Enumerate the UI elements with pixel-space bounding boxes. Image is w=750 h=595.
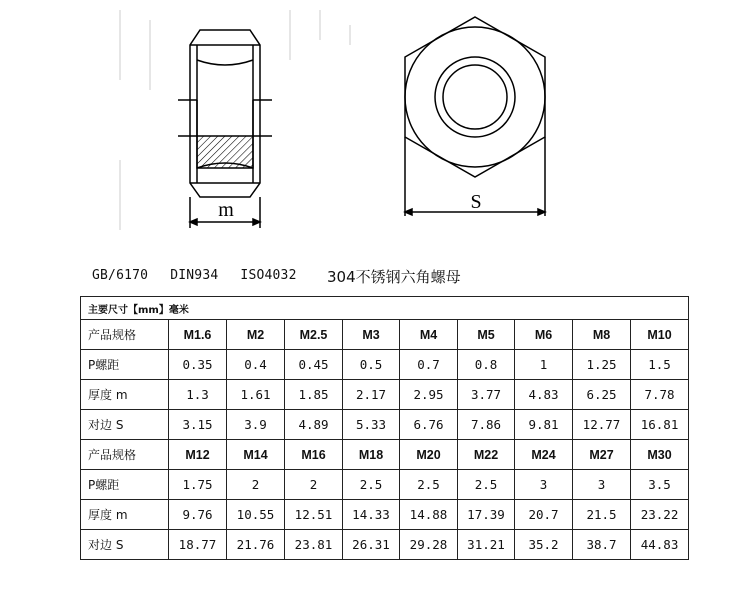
value-cell: 1.3 [169,380,227,410]
row-label: 厚度 m [81,380,169,410]
value-cell: 3 [515,470,573,500]
value-cell: 3 [573,470,631,500]
size-cell: M16 [285,440,343,470]
value-cell: 7.86 [458,410,515,440]
table-row [81,380,689,410]
value-cell: 12.51 [285,500,343,530]
value-cell: 14.33 [343,500,400,530]
size-cell: M2 [227,320,285,350]
standards-line [92,268,311,283]
size-cell: M30 [631,440,689,470]
value-cell: 2 [285,470,343,500]
dimension-m-label: m [218,199,234,221]
size-cell: M8 [573,320,631,350]
value-cell: 18.77 [169,530,227,560]
standard-gb: GB/6170 [92,268,149,283]
value-cell: 23.81 [285,530,343,560]
spec-row-label: 产品规格 [81,440,169,470]
table-row [81,470,689,500]
size-cell: M12 [169,440,227,470]
value-cell: 21.76 [227,530,285,560]
value-cell: 0.35 [169,350,227,380]
value-cell: 21.5 [573,500,631,530]
size-cell: M4 [400,320,458,350]
table-row [81,500,689,530]
size-cell: M3 [343,320,400,350]
row-label: 对边 S [81,530,169,560]
spec-row-label: 产品规格 [81,320,169,350]
spec-size-row [81,440,689,470]
size-cell: M24 [515,440,573,470]
size-cell: M1.6 [169,320,227,350]
size-cell: M14 [227,440,285,470]
spec-size-row [81,320,689,350]
value-cell: 31.21 [458,530,515,560]
value-cell: 3.77 [458,380,515,410]
size-cell: M10 [631,320,689,350]
value-cell: 16.81 [631,410,689,440]
standard-iso: ISO4032 [240,268,297,283]
standard-din: DIN934 [170,268,219,283]
value-cell: 2.5 [343,470,400,500]
value-cell: 1.5 [631,350,689,380]
value-cell: 20.7 [515,500,573,530]
table-row [81,530,689,560]
value-cell: 17.39 [458,500,515,530]
unit-caption: 主要尺寸【mm】毫米 [81,297,689,320]
value-cell: 0.7 [400,350,458,380]
value-cell: 3.9 [227,410,285,440]
value-cell: 2.17 [343,380,400,410]
value-cell: 5.33 [343,410,400,440]
value-cell: 2.95 [400,380,458,410]
value-cell: 0.8 [458,350,515,380]
dimension-s-label: S [470,191,482,213]
product-title: 304不锈钢六角螺母 [327,268,461,286]
value-cell: 1.25 [573,350,631,380]
value-cell: 44.83 [631,530,689,560]
table-row [81,350,689,380]
value-cell: 7.78 [631,380,689,410]
value-cell: 38.7 [573,530,631,560]
size-cell: M18 [343,440,400,470]
value-cell: 2 [227,470,285,500]
value-cell: 4.89 [285,410,343,440]
value-cell: 23.22 [631,500,689,530]
size-cell: M20 [400,440,458,470]
size-cell: M6 [515,320,573,350]
value-cell: 6.76 [400,410,458,440]
value-cell: 1.61 [227,380,285,410]
size-cell: M2.5 [285,320,343,350]
size-cell: M5 [458,320,515,350]
dimension-table [80,296,689,560]
value-cell: 6.25 [573,380,631,410]
value-cell: 9.76 [169,500,227,530]
value-cell: 26.31 [343,530,400,560]
value-cell: 2.5 [458,470,515,500]
value-cell: 3.5 [631,470,689,500]
row-label: 厚度 m [81,500,169,530]
size-cell: M22 [458,440,515,470]
value-cell: 12.77 [573,410,631,440]
value-cell: 2.5 [400,470,458,500]
size-cell: M27 [573,440,631,470]
row-label: P螺距 [81,470,169,500]
table-row [81,410,689,440]
unit-caption-row [81,297,689,320]
row-label: P螺距 [81,350,169,380]
value-cell: 1.85 [285,380,343,410]
value-cell: 10.55 [227,500,285,530]
value-cell: 29.28 [400,530,458,560]
value-cell: 3.15 [169,410,227,440]
value-cell: 0.5 [343,350,400,380]
hex-nut-technical-drawing [0,0,750,260]
nut-front-view [405,17,545,216]
value-cell: 0.45 [285,350,343,380]
value-cell: 35.2 [515,530,573,560]
value-cell: 4.83 [515,380,573,410]
row-label: 对边 S [81,410,169,440]
value-cell: 0.4 [227,350,285,380]
value-cell: 1 [515,350,573,380]
value-cell: 1.75 [169,470,227,500]
value-cell: 14.88 [400,500,458,530]
value-cell: 9.81 [515,410,573,440]
